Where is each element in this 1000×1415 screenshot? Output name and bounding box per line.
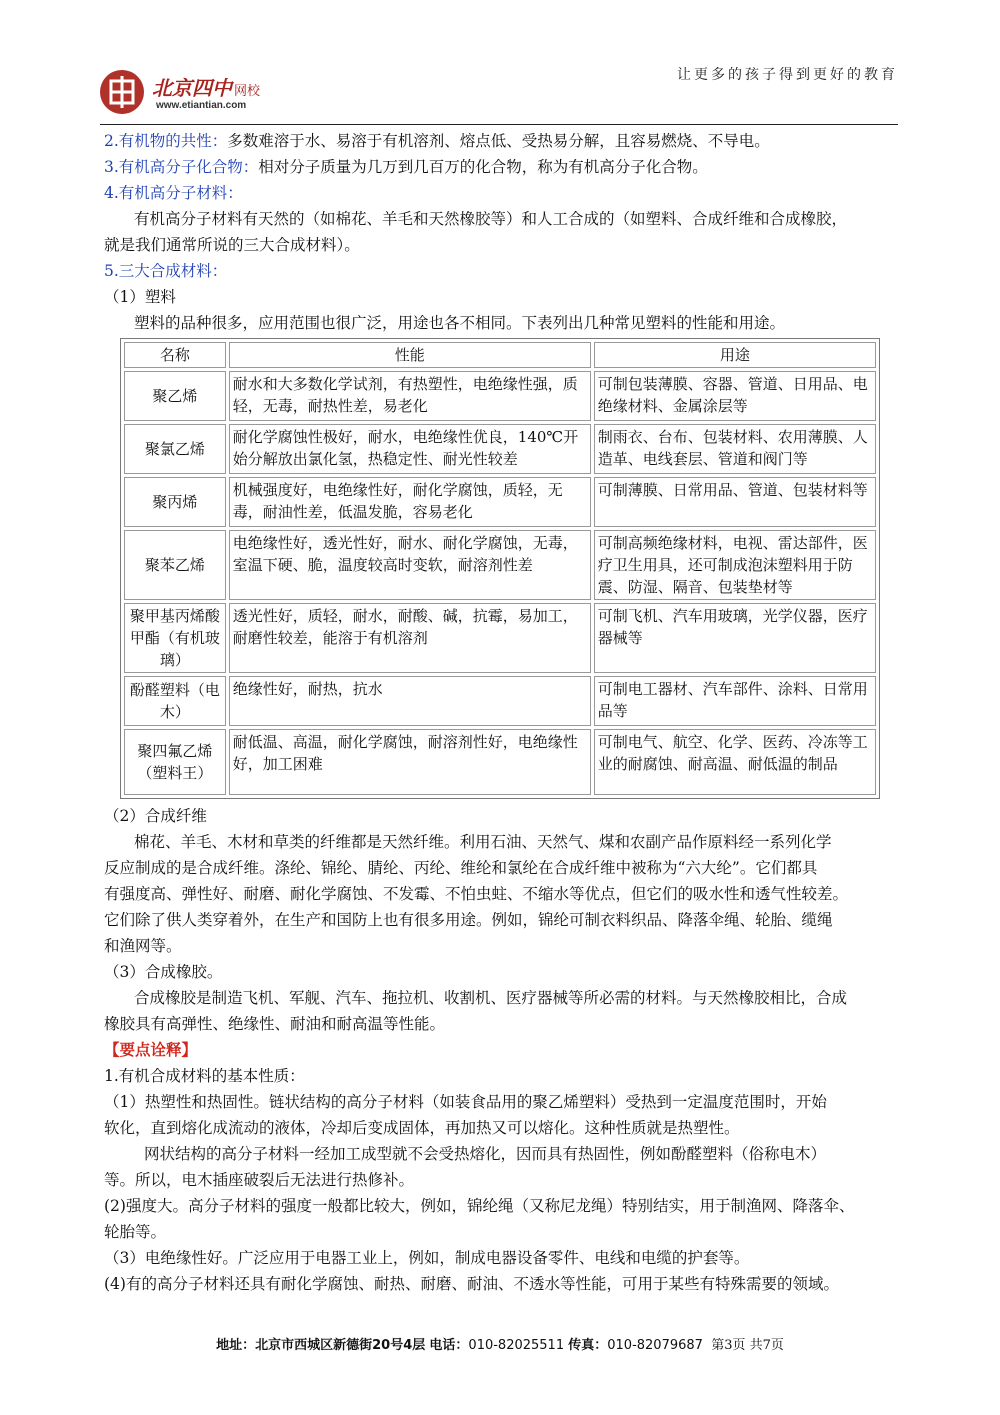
paragraph: (4)有的高分子材料还具有耐化学腐蚀、耐热、耐磨、耐油、不透水等性能，可用于某些有特殊需要的领域。 bbox=[104, 1275, 839, 1293]
plastics-table-wrapper bbox=[120, 338, 880, 799]
school-logo bbox=[100, 70, 300, 120]
paragraph: 1.有机合成材料的基本性质： bbox=[104, 1067, 305, 1085]
logo-emblem-icon bbox=[100, 70, 144, 114]
column-header: 用途 bbox=[594, 342, 876, 368]
logo-url: www.etiantian.com bbox=[156, 100, 247, 111]
phone: 010-82025511 bbox=[468, 1338, 565, 1353]
paragraph: 反应制成的是合成纤维。涤纶、锦纶、腈纶、丙纶、维纶和氯纶在合成纤维中被称为“六大纶”。它们都具 bbox=[104, 859, 818, 877]
cell-use: 制雨衣、台布、包装材料、农用薄膜、人造革、电线套层、管道和阀门等 bbox=[594, 424, 876, 474]
table-row bbox=[124, 424, 876, 474]
paragraph bbox=[104, 154, 900, 180]
cell-property: 耐化学腐蚀性极好，耐水，电绝缘性优良，140℃开始分解放出氯化氢，热稳定性、耐光性较差 bbox=[229, 424, 591, 474]
column-header: 名称 bbox=[124, 342, 226, 368]
logo-name: 北京四中 bbox=[152, 76, 232, 100]
cell-use: 可制薄膜、日常用品、管道、包装材料等 bbox=[594, 477, 876, 527]
table-row bbox=[124, 729, 876, 795]
address: 北京市西城区新德街20号4层 bbox=[255, 1338, 426, 1353]
cell-name: 聚丙烯 bbox=[124, 477, 226, 527]
cell-property: 机械强度好，电绝缘性好，耐化学腐蚀，质轻，无毒，耐油性差，低温发脆，容易老化 bbox=[229, 477, 591, 527]
header-divider bbox=[100, 124, 898, 125]
cell-use: 可制包装薄膜、容器、管道、日用品、电绝缘材料、金属涂层等 bbox=[594, 371, 876, 421]
cell-use: 可制电气、航空、化学、医药、冷冻等工业的耐腐蚀、耐高温、耐低温的制品 bbox=[594, 729, 876, 795]
fax-label: 传真： bbox=[568, 1338, 608, 1353]
cell-name: 酚醛塑料（电木） bbox=[124, 676, 226, 726]
paragraph: 就是我们通常所说的三大合成材料）。 bbox=[104, 236, 360, 254]
header-slogan: 让更多的孩子得到更好的教育 bbox=[677, 67, 898, 83]
cell-use: 可制飞机、汽车用玻璃，光学仪器，医疗器械等 bbox=[594, 603, 876, 673]
cell-name: 聚四氟乙烯（塑料王） bbox=[124, 729, 226, 795]
paragraph: （1）热塑性和热固性。链状结构的高分子材料（如装食品用的聚乙烯塑料）受热到一定温度范围时，开始 bbox=[104, 1093, 827, 1111]
cell-name: 聚氯乙烯 bbox=[124, 424, 226, 474]
cell-property: 耐水和大多数化学试剂，有热塑性，电绝缘性强，质轻，无毒，耐热性差，易老化 bbox=[229, 371, 591, 421]
table-header-row bbox=[124, 342, 876, 368]
section-text: 相对分子质量为几万到几百万的化合物，称为有机高分子化合物。 bbox=[258, 158, 708, 176]
cell-name: 聚乙烯 bbox=[124, 371, 226, 421]
table-row bbox=[124, 530, 876, 600]
section-heading: 3.有机高分子化合物： bbox=[104, 158, 259, 176]
cell-property: 电绝缘性好，透光性好，耐水、耐化学腐蚀，无毒，室温下硬、脆，温度较高时变软，耐溶剂性差 bbox=[229, 530, 591, 600]
subsection-heading: （2）合成纤维 bbox=[104, 807, 207, 825]
subsection-heading: （1）塑料 bbox=[104, 288, 176, 306]
paragraph: 塑料的品种很多，应用范围也很广泛，用途也各不相同。下表列出几种常见塑料的性能和用途。 bbox=[134, 314, 786, 332]
paragraph: 有强度高、弹性好、耐磨、耐化学腐蚀、不发霉、不怕虫蛀、不缩水等优点，但它们的吸水性和透气性较差。 bbox=[104, 885, 849, 903]
cell-name: 聚甲基丙烯酸甲酯（有机玻璃） bbox=[124, 603, 226, 673]
cell-name: 聚苯乙烯 bbox=[124, 530, 226, 600]
section-heading: 4.有机高分子材料： bbox=[104, 184, 243, 202]
table-row bbox=[124, 676, 876, 726]
fax: 010-82079687 bbox=[607, 1338, 703, 1353]
paragraph bbox=[104, 128, 900, 154]
paragraph: 和渔网等。 bbox=[104, 937, 182, 955]
section-heading: 2.有机物的共性： bbox=[104, 132, 228, 150]
main-content bbox=[104, 128, 900, 1297]
page-footer bbox=[0, 1334, 1000, 1353]
phone-label: 电话： bbox=[429, 1338, 469, 1353]
keypoints-heading: 【要点诠释】 bbox=[104, 1040, 198, 1059]
paragraph: 网状结构的高分子材料一经加工成型就不会受热熔化，因而具有热固性，例如酚醛塑料（俗称电木） bbox=[144, 1145, 827, 1163]
paragraph: 等。所以，电木插座破裂后无法进行热修补。 bbox=[104, 1171, 415, 1189]
logo-subname: 网校 bbox=[234, 84, 261, 99]
section-heading: 5.三大合成材料： bbox=[104, 262, 228, 280]
cell-use: 可制电工器材、汽车部件、涂料、日常用品等 bbox=[594, 676, 876, 726]
address-label: 地址： bbox=[216, 1338, 256, 1353]
subsection-heading: （3）合成橡胶。 bbox=[104, 963, 223, 981]
paragraph: (2)强度大。高分子材料的强度一般都比较大，例如，锦纶绳（又称尼龙绳）特别结实，用于制渔网、降落伞、 bbox=[104, 1197, 855, 1215]
page-number: 第3页 共7页 bbox=[711, 1338, 784, 1353]
paragraph: 有机高分子材料有天然的（如棉花、羊毛和天然橡胶等）和人工合成的（如塑料、合成纤维和合成橡胶， bbox=[134, 210, 848, 228]
cell-property: 绝缘性好，耐热，抗水 bbox=[229, 676, 591, 726]
table-row bbox=[124, 371, 876, 421]
plastics-table bbox=[120, 338, 880, 799]
page-header bbox=[100, 56, 898, 124]
section-text: 多数难溶于水、易溶于有机溶剂、熔点低、受热易分解，且容易燃烧、不导电。 bbox=[227, 132, 770, 150]
paragraph: 棉花、羊毛、木材和草类的纤维都是天然纤维。利用石油、天然气、煤和农副产品作原料经一系列化学 bbox=[134, 833, 832, 851]
paragraph: 合成橡胶是制造飞机、军舰、汽车、拖拉机、收割机、医疗器械等所必需的材料。与天然橡胶相比，合成 bbox=[134, 989, 848, 1007]
cell-property: 透光性好，质轻，耐水，耐酸、碱，抗霉，易加工，耐磨性较差，能溶于有机溶剂 bbox=[229, 603, 591, 673]
column-header: 性能 bbox=[229, 342, 591, 368]
paragraph: 轮胎等。 bbox=[104, 1223, 167, 1241]
cell-property: 耐低温、高温，耐化学腐蚀，耐溶剂性好，电绝缘性好，加工困难 bbox=[229, 729, 591, 795]
paragraph: 软化，直到熔化成流动的液体，冷却后变成固体，再加热又可以熔化。这种性质就是热塑性。 bbox=[104, 1119, 740, 1137]
table-row bbox=[124, 477, 876, 527]
paragraph: 它们除了供人类穿着外，在生产和国防上也有很多用途。例如，锦纶可制衣料织品、降落伞绳、轮胎、缆绳 bbox=[104, 911, 833, 929]
paragraph: （3）电绝缘性好。广泛应用于电器工业上，例如，制成电器设备零件、电线和电缆的护套等。 bbox=[104, 1249, 750, 1267]
table-row bbox=[124, 603, 876, 673]
paragraph: 橡胶具有高弹性、绝缘性、耐油和耐高温等性能。 bbox=[104, 1015, 446, 1033]
cell-use: 可制高频绝缘材料，电视、雷达部件，医疗卫生用具，还可制成泡沫塑料用于防震、防湿、隔音、包装垫材等 bbox=[594, 530, 876, 600]
